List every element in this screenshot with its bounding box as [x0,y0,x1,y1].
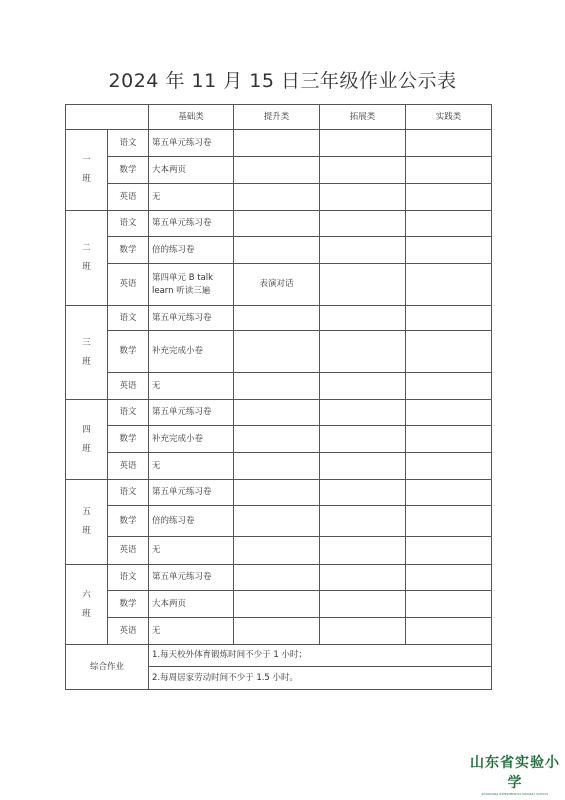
class-label-6: 六 班 [66,565,108,645]
advance-cell [234,400,320,426]
advance-cell [234,591,320,618]
advance-cell [234,565,320,591]
practice-cell [406,565,492,591]
basic-cell: 第五单元练习卷 [149,306,234,331]
practice-cell [406,264,492,306]
extend-cell [320,453,406,480]
table-row [66,184,492,211]
advance-cell [234,618,320,645]
class-label-3: 三 班 [66,306,108,400]
basic-cell [149,264,234,306]
subject-cell: 数学 [108,591,149,618]
extend-cell [320,480,406,506]
basic-cell: 第五单元练习卷 [149,130,234,157]
class-label-2: 二 班 [66,211,108,306]
basic-cell: 无 [149,373,234,400]
subject-cell: 英语 [108,618,149,645]
extend-cell [320,506,406,537]
table-row [66,506,492,537]
extend-cell [320,211,406,237]
extend-cell [320,157,406,184]
advance-cell: 表演对话 [234,264,320,306]
school-logo-name: 山东省实验小学 [470,755,560,791]
practice-cell [406,306,492,331]
practice-cell [406,537,492,565]
basic-cell: 第五单元练习卷 [149,565,234,591]
basic-cell: 无 [149,184,234,211]
advance-cell [234,331,320,373]
advance-cell [234,237,320,264]
subject-cell: 英语 [108,453,149,480]
advance-cell [234,130,320,157]
extend-cell [320,400,406,426]
table-row [66,211,492,237]
advance-cell [234,211,320,237]
header-practice: 实践类 [406,105,492,130]
subject-cell: 语文 [108,130,149,157]
subject-cell: 语文 [108,480,149,506]
page-title: 2024 年 11 月 15 日三年级作业公示表 [108,70,457,92]
subject-cell: 语文 [108,565,149,591]
school-logo [470,752,560,796]
subject-cell: 语文 [108,306,149,331]
header-advance: 提升类 [234,105,320,130]
practice-cell [406,331,492,373]
table-row [66,130,492,157]
basic-cell: 第五单元练习卷 [149,480,234,506]
general-label: 综合作业 [66,645,149,690]
header-blank [66,105,149,130]
table-row [66,537,492,565]
table-row [66,373,492,400]
practice-cell [406,480,492,506]
extend-cell [320,331,406,373]
basic-cell: 大本两页 [149,591,234,618]
practice-cell [406,618,492,645]
advance-cell [234,184,320,211]
practice-cell [406,373,492,400]
table-row [66,426,492,453]
subject-cell: 英语 [108,537,149,565]
practice-cell [406,426,492,453]
practice-cell [406,157,492,184]
subject-cell: 英语 [108,184,149,211]
general-row [66,645,492,667]
extend-cell [320,426,406,453]
practice-cell [406,130,492,157]
subject-cell: 数学 [108,426,149,453]
basic-cell: 补充完成小卷 [149,331,234,373]
basic-cell: 第五单元练习卷 [149,211,234,237]
general-item-2: 2.每周居家劳动时间不少于 1.5 小时。 [149,667,492,690]
practice-cell [406,211,492,237]
advance-cell [234,480,320,506]
table-row [66,400,492,426]
table-row [66,453,492,480]
advance-cell [234,306,320,331]
practice-cell [406,184,492,211]
table-row [66,237,492,264]
table-row [66,591,492,618]
extend-cell [320,184,406,211]
basic-cell: 无 [149,618,234,645]
practice-cell [406,453,492,480]
class-label-1: 一 班 [66,130,108,211]
subject-cell: 数学 [108,237,149,264]
class-label-5: 五 班 [66,480,108,565]
extend-cell [320,565,406,591]
basic-cell: 倍的练习卷 [149,237,234,264]
table-row [66,157,492,184]
basic-cell: 倍的练习卷 [149,506,234,537]
table-row [66,480,492,506]
header-row [66,105,492,130]
basic-line-2: learn 听读三遍 [152,285,211,296]
basic-cell: 第五单元练习卷 [149,400,234,426]
general-item-1: 1.每天校外体育锻炼时间不少于 1 小时； [149,645,492,667]
advance-cell [234,537,320,565]
extend-cell [320,591,406,618]
subject-cell: 数学 [108,331,149,373]
extend-cell [320,130,406,157]
extend-cell [320,373,406,400]
extend-cell [320,264,406,306]
table-row [66,306,492,331]
homework-table [65,104,492,690]
basic-line-1: 第四单元 B talk [152,273,214,284]
header-extend: 拓展类 [320,105,406,130]
table-row [66,331,492,373]
advance-cell [234,373,320,400]
advance-cell [234,157,320,184]
practice-cell [406,237,492,264]
table-row [66,565,492,591]
table-row [66,618,492,645]
header-basic: 基础类 [149,105,234,130]
subject-cell: 数学 [108,506,149,537]
subject-cell: 英语 [108,373,149,400]
practice-cell [406,506,492,537]
basic-cell: 补充完成小卷 [149,426,234,453]
class-label-4: 四 班 [66,400,108,480]
table-row [66,264,492,306]
basic-cell: 大本两页 [149,157,234,184]
subject-cell: 数学 [108,157,149,184]
basic-cell: 无 [149,453,234,480]
extend-cell [320,306,406,331]
subject-cell: 语文 [108,400,149,426]
practice-cell [406,591,492,618]
extend-cell [320,237,406,264]
advance-cell [234,506,320,537]
school-logo-english: SHANDONG EXPERIMENTAL PRIMARY SCHOOL [481,793,549,796]
subject-cell: 英语 [108,264,149,306]
basic-cell: 无 [149,537,234,565]
practice-cell [406,400,492,426]
advance-cell [234,453,320,480]
extend-cell [320,618,406,645]
subject-cell: 语文 [108,211,149,237]
advance-cell [234,426,320,453]
extend-cell [320,537,406,565]
